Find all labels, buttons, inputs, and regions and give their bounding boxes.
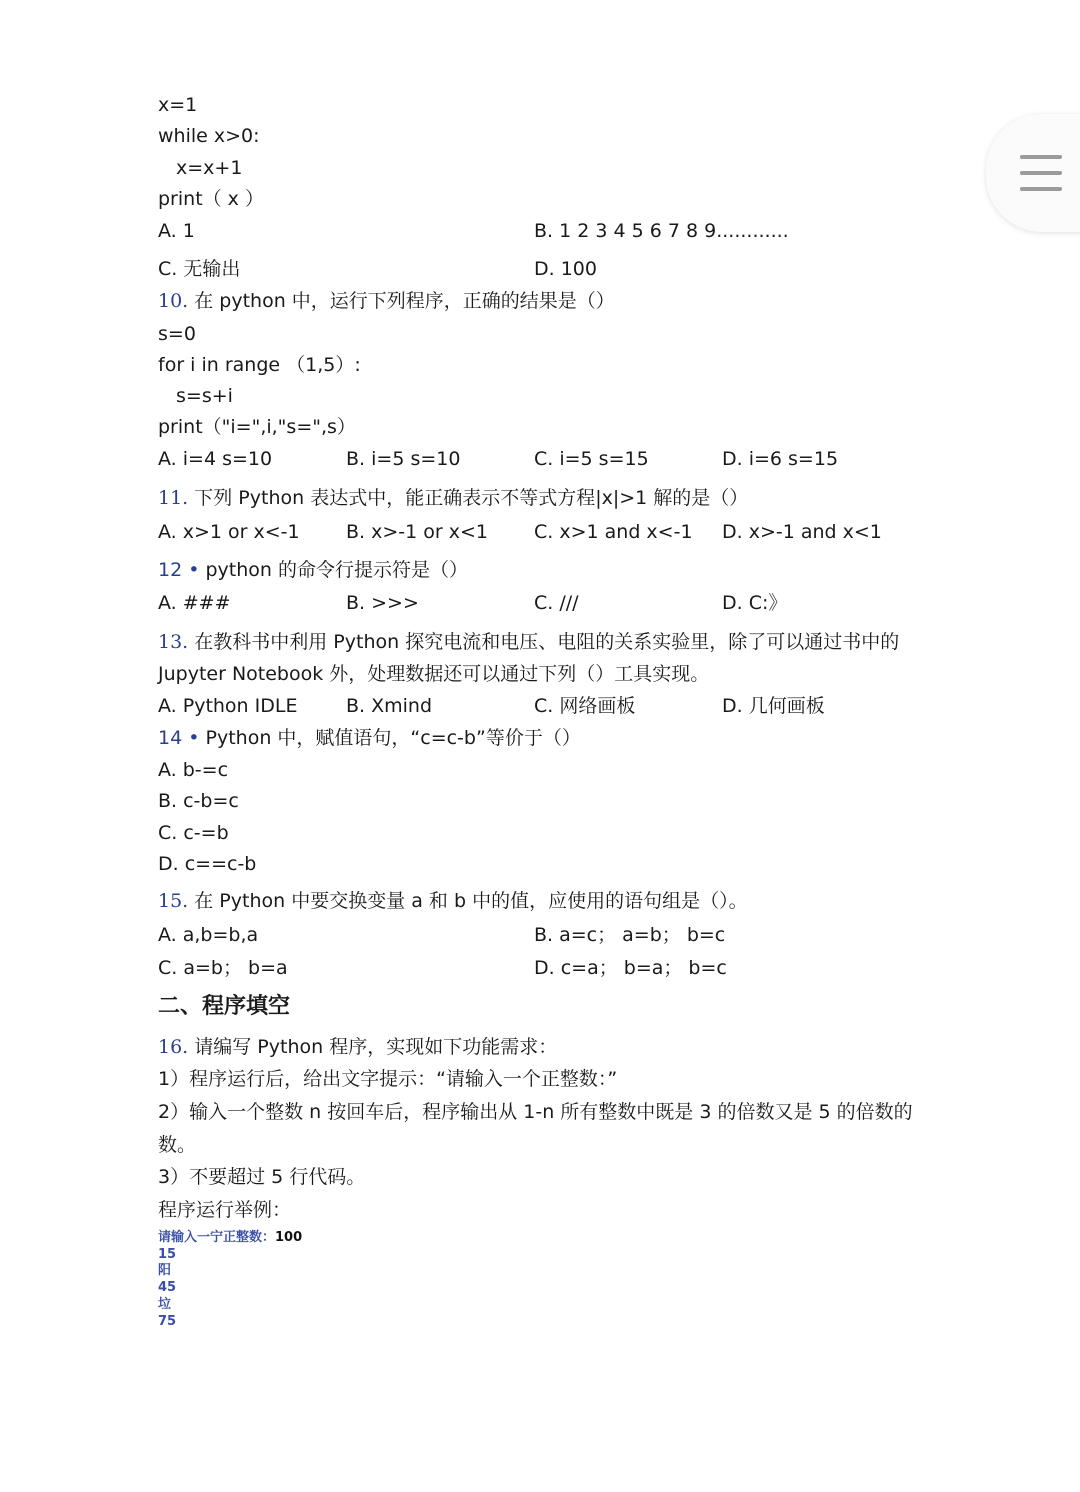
question-stem: 在 python 中，运行下列程序，正确的结果是（）	[194, 290, 615, 312]
question-stem-continued: Jupyter Notebook 外，处理数据还可以通过下列（）工具实现。	[158, 663, 710, 685]
question-number: 16.	[158, 1036, 189, 1058]
question-stem: Python 中，赋值语句，“c=c-b”等价于（）	[205, 727, 581, 749]
question-number: 10.	[158, 290, 189, 312]
option-d: D. i=6 s=15	[722, 448, 839, 470]
example-output-line: 45	[158, 1280, 177, 1295]
code-line: for i in range （1,5）:	[158, 354, 361, 376]
option-d: D. c=a； b=a； b=c	[534, 957, 727, 979]
question-10	[158, 288, 615, 314]
question-bullet: •	[188, 727, 200, 749]
example-output-line: 15	[158, 1247, 177, 1262]
code-line: s=s+i	[176, 385, 233, 407]
question-16	[158, 1034, 557, 1060]
option-d: D. c==c-b	[158, 853, 257, 875]
menu-icon-bar-1	[1020, 155, 1062, 159]
example-output-line: 75	[158, 1314, 177, 1329]
option-b: B. x>-1 or x<1	[346, 521, 488, 543]
question-bullet: •	[188, 559, 200, 581]
option-d: D. 100	[534, 258, 597, 280]
example-prompt-line	[158, 1230, 302, 1246]
requirement-item-continued: 数。	[158, 1134, 197, 1156]
option-c: C. a=b； b=a	[158, 957, 288, 979]
option-c: C. x>1 and x<-1	[534, 521, 693, 543]
requirement-item: 2）输入一个整数 n 按回车后，程序输出从 1-n 所有整数中既是 3 的倍数又是 5 的倍数的	[158, 1101, 913, 1123]
example-input: 100	[275, 1230, 303, 1245]
option-b: B. >>>	[346, 592, 419, 614]
option-a: A. Python IDLE	[158, 695, 298, 717]
question-stem: 在 Python 中要交换变量 a 和 b 中的值，应使用的语句组是（）。	[194, 890, 748, 912]
option-b: B. Xmind	[346, 695, 433, 717]
question-number: 15.	[158, 890, 189, 912]
example-prompt: 请输入一宁正整数：	[158, 1230, 276, 1245]
question-stem: python 的命令行提示符是（）	[205, 559, 469, 581]
question-stem: 在教科书中利用 Python 探究电流和电压、电阻的关系实验里，除了可以通过书中的	[194, 631, 900, 653]
option-a: A. ###	[158, 592, 231, 614]
example-output-line: 阳	[158, 1263, 172, 1278]
menu-icon-bar-2	[1020, 171, 1062, 175]
option-a: A. 1	[158, 220, 195, 242]
question-number: 13.	[158, 631, 189, 653]
question-15	[158, 888, 748, 914]
code-line: x=1	[158, 94, 198, 116]
question-13	[158, 629, 899, 655]
menu-icon-bar-3	[1020, 187, 1062, 191]
requirement-item: 3）不要超过 5 行代码。	[158, 1166, 366, 1188]
option-a: A. a,b=b,a	[158, 924, 259, 946]
option-a: A. b-=c	[158, 759, 229, 781]
option-c: C. c-=b	[158, 822, 229, 844]
option-a: A. i=4 s=10	[158, 448, 273, 470]
option-c: C. 网络画板	[534, 695, 636, 717]
question-number: 12	[158, 559, 183, 581]
code-line: x=x+1	[176, 157, 243, 179]
question-12	[158, 557, 468, 583]
question-stem: 下列 Python 表达式中，能正确表示不等式方程|x|>1 解的是（）	[194, 487, 749, 509]
question-stem: 请编写 Python 程序，实现如下功能需求：	[194, 1036, 558, 1058]
option-c: C. ///	[534, 592, 579, 614]
option-b: B. i=5 s=10	[346, 448, 461, 470]
option-b: B. 1 2 3 4 5 6 7 8 9............	[534, 220, 789, 242]
option-d: D. x>-1 and x<1	[722, 521, 882, 543]
question-11	[158, 485, 748, 511]
question-number: 14	[158, 727, 183, 749]
example-title: 程序运行举例：	[158, 1199, 292, 1221]
requirement-item: 1）程序运行后，给出文字提示：“请输入一个正整数：”	[158, 1068, 618, 1090]
code-line: print（"i=",i,"s=",s）	[158, 416, 356, 438]
question-number: 11.	[158, 487, 189, 509]
menu-button[interactable]	[986, 114, 1080, 232]
option-c: C. 无输出	[158, 258, 241, 280]
option-b: B. a=c； a=b； b=c	[534, 924, 726, 946]
question-14	[158, 725, 581, 751]
option-d: D. 几何画板	[722, 695, 825, 717]
option-d: D. C:》	[722, 592, 788, 614]
code-line: s=0	[158, 323, 196, 345]
code-line: print（ x ）	[158, 188, 264, 210]
option-c: C. i=5 s=15	[534, 448, 649, 470]
option-b: B. c-b=c	[158, 790, 239, 812]
example-output-line: 垃	[158, 1297, 172, 1312]
option-a: A. x>1 or x<-1	[158, 521, 300, 543]
section-heading: 二、程序填空	[158, 994, 291, 1019]
code-line: while x>0:	[158, 125, 260, 147]
